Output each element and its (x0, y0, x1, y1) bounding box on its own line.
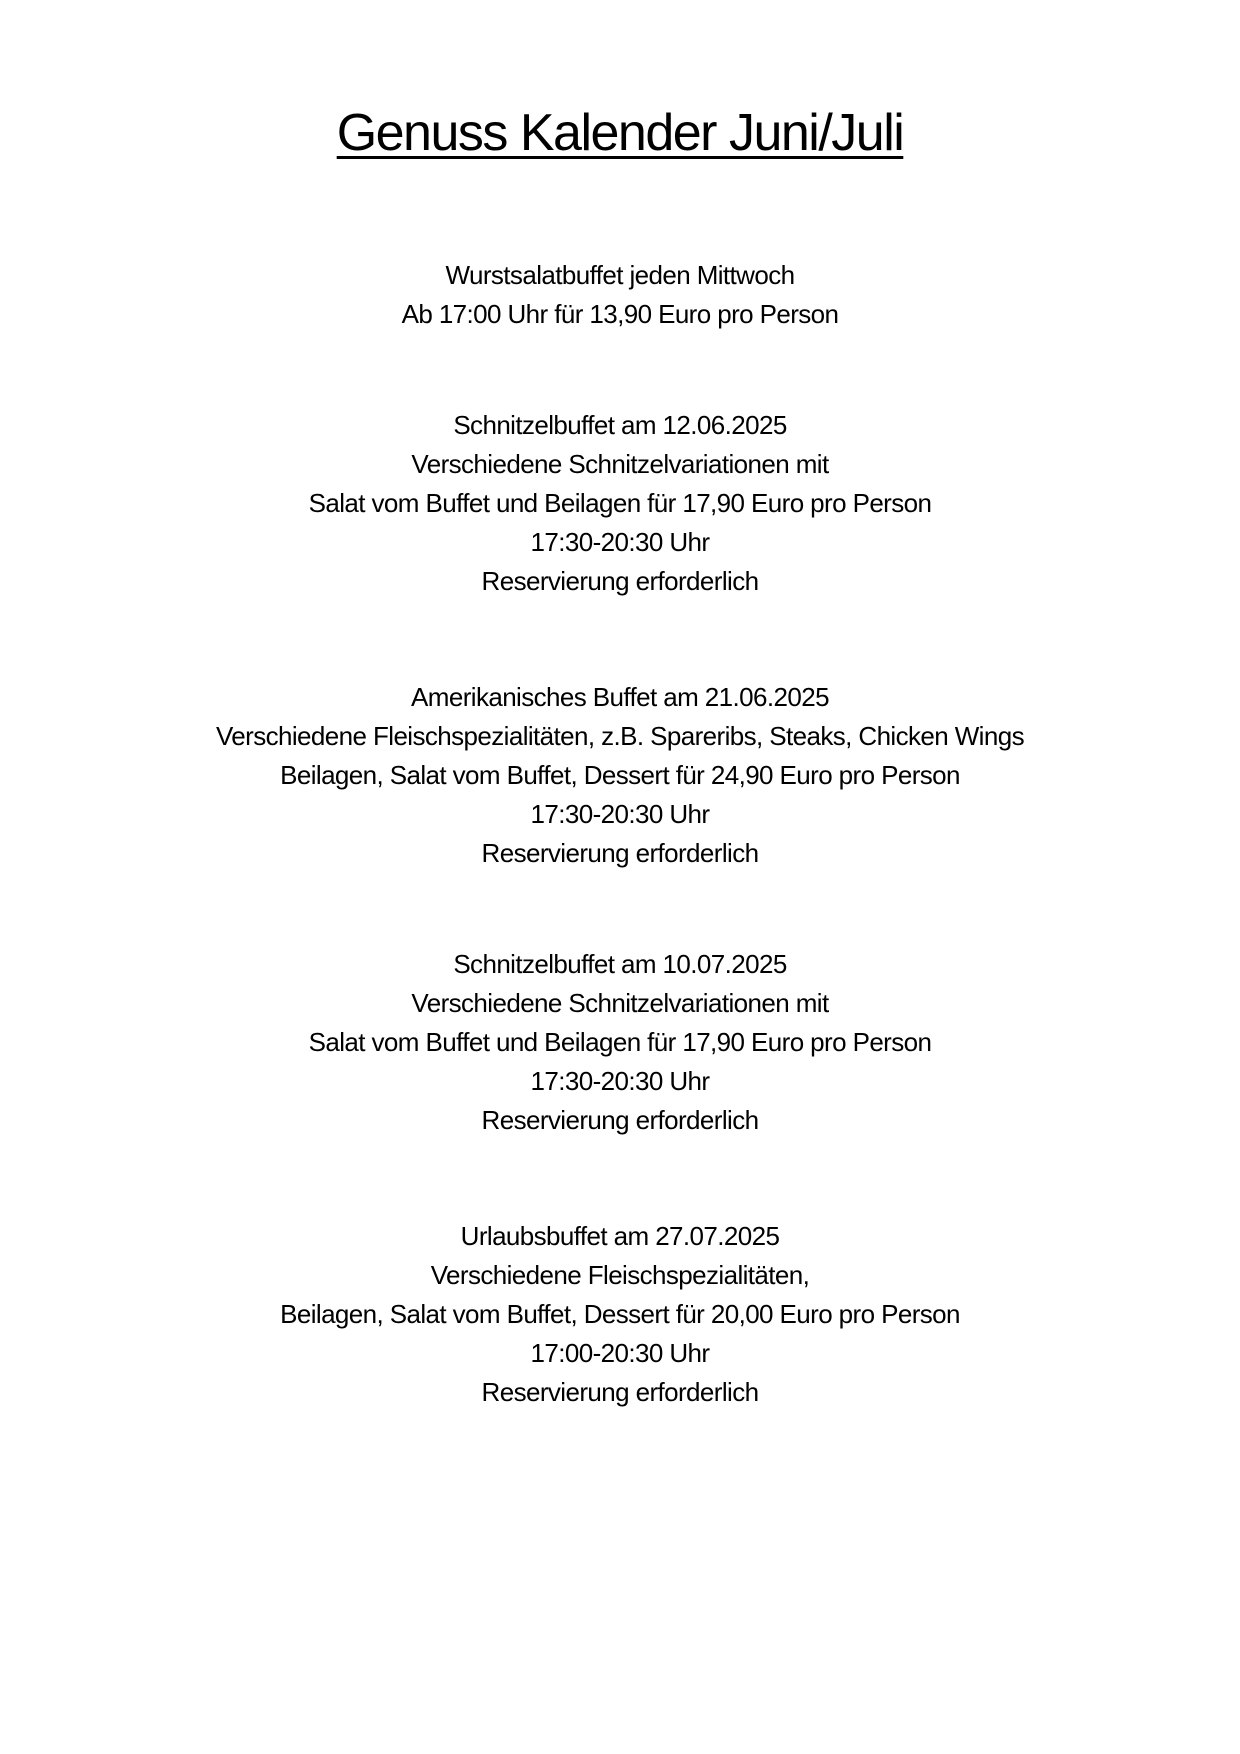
event-heading: Urlaubsbuffet am 27.07.2025 (460, 1221, 780, 1251)
event-detail: Verschiedene Schnitzelvariationen mit (411, 449, 829, 479)
event-heading: Wurstsalatbuffet jeden Mittwoch (445, 260, 795, 290)
event-time: 17:30-20:30 Uhr (530, 799, 710, 829)
event-reservation-note: Reservierung erforderlich (481, 838, 759, 868)
page-title (0, 100, 1240, 166)
event-detail: Beilagen, Salat vom Buffet, Dessert für 20,00 Euro pro Person (280, 1299, 960, 1329)
event-detail: Verschiedene Fleischspezialitäten, z.B. Spareribs, Steaks, Chicken Wings (216, 721, 1024, 751)
event-detail: Salat vom Buffet und Beilagen für 17,90 Euro pro Person (308, 488, 932, 518)
page-title-text: Genuss Kalender Juni/Juli (336, 104, 904, 162)
event-block-urlaubsbuffet (0, 1217, 1240, 1412)
event-heading: Schnitzelbuffet am 12.06.2025 (453, 410, 787, 440)
event-detail: Verschiedene Schnitzelvariationen mit (411, 988, 829, 1018)
event-block-schnitzelbuffet-july (0, 945, 1240, 1140)
event-time: 17:30-20:30 Uhr (530, 527, 710, 557)
event-detail: Ab 17:00 Uhr für 13,90 Euro pro Person (401, 299, 839, 329)
event-detail: Verschiedene Fleischspezialitäten, (430, 1260, 810, 1290)
event-reservation-note: Reservierung erforderlich (481, 1377, 759, 1407)
event-time: 17:00-20:30 Uhr (530, 1338, 710, 1368)
event-heading: Amerikanisches Buffet am 21.06.2025 (411, 682, 829, 712)
event-reservation-note: Reservierung erforderlich (481, 566, 759, 596)
event-detail: Salat vom Buffet und Beilagen für 17,90 Euro pro Person (308, 1027, 932, 1057)
event-detail: Beilagen, Salat vom Buffet, Dessert für 24,90 Euro pro Person (280, 760, 960, 790)
event-reservation-note: Reservierung erforderlich (481, 1105, 759, 1135)
event-block-wurstsalatbuffet (0, 256, 1240, 334)
event-block-schnitzelbuffet-june (0, 406, 1240, 601)
event-heading: Schnitzelbuffet am 10.07.2025 (453, 949, 787, 979)
event-block-amerikanisches-buffet (0, 678, 1240, 873)
event-time: 17:30-20:30 Uhr (530, 1066, 710, 1096)
